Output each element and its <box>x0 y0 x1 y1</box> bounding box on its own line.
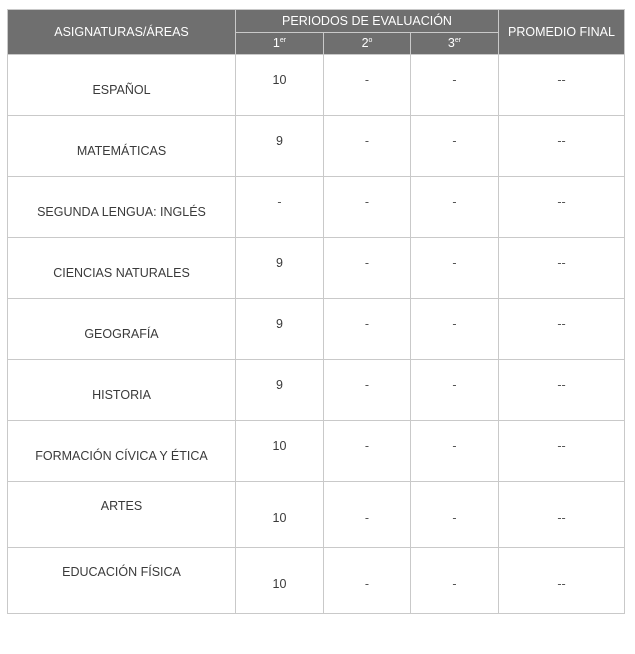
subject-cell <box>8 177 236 238</box>
subject-label: GEOGRAFÍA <box>84 327 159 341</box>
grade-period-2 <box>324 421 411 482</box>
grade-period-1 <box>236 421 324 482</box>
subject-label: FORMACIÓN CÍVICA Y ÉTICA <box>35 449 208 463</box>
grade-period-1 <box>236 360 324 421</box>
grade-value: - <box>364 256 370 270</box>
final-value: -- <box>557 134 566 148</box>
period-3-number: 3 <box>447 36 455 51</box>
grade-value: - <box>452 134 457 148</box>
grade-value: - <box>452 256 457 270</box>
table-row <box>8 360 625 421</box>
subject-cell <box>8 238 236 299</box>
grade-value: - <box>364 134 370 148</box>
grade-value: - <box>364 73 370 87</box>
table-row <box>8 177 625 238</box>
period-2-number: 2 <box>361 36 369 51</box>
grade-period-1 <box>236 238 324 299</box>
subject-label: ESPAÑOL <box>92 83 151 97</box>
grade-value: - <box>364 576 370 591</box>
final-average <box>499 482 625 548</box>
subject-label: CIENCIAS NATURALES <box>53 266 190 280</box>
grade-value: 10 <box>272 439 287 453</box>
grade-value: 10 <box>272 510 287 525</box>
grade-period-1 <box>236 482 324 548</box>
final-value: -- <box>557 73 566 87</box>
grade-period-1 <box>236 116 324 177</box>
grade-value: - <box>452 378 457 392</box>
subject-cell <box>8 360 236 421</box>
header-subject: ASIGNATURAS/ÁREAS <box>8 10 236 55</box>
grade-period-3 <box>411 299 499 360</box>
period-1-suffix: er <box>279 37 287 45</box>
grade-period-1 <box>236 177 324 238</box>
grade-period-3 <box>411 55 499 116</box>
subject-label: ARTES <box>100 498 143 513</box>
grade-period-3 <box>411 548 499 614</box>
subject-label: EDUCACIÓN FÍSICA <box>62 564 181 579</box>
grade-period-2 <box>324 299 411 360</box>
subject-label: HISTORIA <box>92 388 151 402</box>
subject-label: MATEMÁTICAS <box>76 144 167 158</box>
subject-cell <box>8 548 236 614</box>
grade-period-3 <box>411 360 499 421</box>
header-periods: PERIODOS DE EVALUACIÓN <box>236 10 499 33</box>
header-period-1 <box>236 32 324 55</box>
grade-value: - <box>452 439 457 453</box>
grade-value: - <box>364 510 370 525</box>
grade-value: - <box>452 576 457 591</box>
grade-value: 9 <box>276 256 283 270</box>
grade-value: 10 <box>272 73 287 87</box>
grade-value: 10 <box>272 576 287 591</box>
grade-period-3 <box>411 238 499 299</box>
grade-value: - <box>452 510 457 525</box>
grade-value: 9 <box>276 134 283 148</box>
grade-value: 9 <box>276 317 283 331</box>
table-row <box>8 482 625 548</box>
grade-period-3 <box>411 116 499 177</box>
grade-period-2 <box>324 482 411 548</box>
final-average <box>499 177 625 238</box>
grade-value: - <box>452 195 457 209</box>
grade-value: - <box>277 195 282 209</box>
grade-value: - <box>364 195 370 209</box>
grade-value: - <box>364 317 370 331</box>
final-value: -- <box>557 195 566 209</box>
final-average <box>499 360 625 421</box>
final-value: -- <box>557 439 566 453</box>
grades-table <box>7 9 625 614</box>
final-value: -- <box>557 510 566 525</box>
period-2-suffix: o <box>368 37 373 45</box>
final-average <box>499 421 625 482</box>
table-row <box>8 548 625 614</box>
final-average <box>499 116 625 177</box>
final-average <box>499 55 625 116</box>
grade-value: - <box>364 378 370 392</box>
subject-cell <box>8 299 236 360</box>
grade-period-2 <box>324 548 411 614</box>
table-row <box>8 421 625 482</box>
grade-period-1 <box>236 55 324 116</box>
grade-value: - <box>364 439 370 453</box>
table-row <box>8 299 625 360</box>
grade-period-3 <box>411 421 499 482</box>
subject-cell <box>8 55 236 116</box>
final-value: -- <box>557 317 566 331</box>
grade-period-1 <box>236 299 324 360</box>
table-row <box>8 116 625 177</box>
final-average <box>499 299 625 360</box>
table-row <box>8 238 625 299</box>
grade-period-2 <box>324 360 411 421</box>
grades-table-container <box>7 9 625 614</box>
header-period-3 <box>411 32 499 55</box>
final-value: -- <box>557 576 566 591</box>
grade-period-2 <box>324 238 411 299</box>
grade-value: - <box>452 317 457 331</box>
grade-period-3 <box>411 177 499 238</box>
period-1-number: 1 <box>272 36 280 51</box>
final-average <box>499 238 625 299</box>
grade-value: - <box>452 73 457 87</box>
grade-period-2 <box>324 177 411 238</box>
subject-cell <box>8 482 236 548</box>
final-average <box>499 548 625 614</box>
subject-cell <box>8 421 236 482</box>
subject-label: SEGUNDA LENGUA: INGLÉS <box>37 205 206 219</box>
grade-period-2 <box>324 55 411 116</box>
grade-period-3 <box>411 482 499 548</box>
grade-value: 9 <box>276 378 283 392</box>
grade-period-1 <box>236 548 324 614</box>
period-3-suffix: er <box>454 37 462 45</box>
subject-cell <box>8 116 236 177</box>
final-value: -- <box>557 378 566 392</box>
table-row <box>8 55 625 116</box>
final-value: -- <box>557 256 566 270</box>
header-final: PROMEDIO FINAL <box>499 10 625 55</box>
header-period-2 <box>324 32 411 55</box>
grade-period-2 <box>324 116 411 177</box>
